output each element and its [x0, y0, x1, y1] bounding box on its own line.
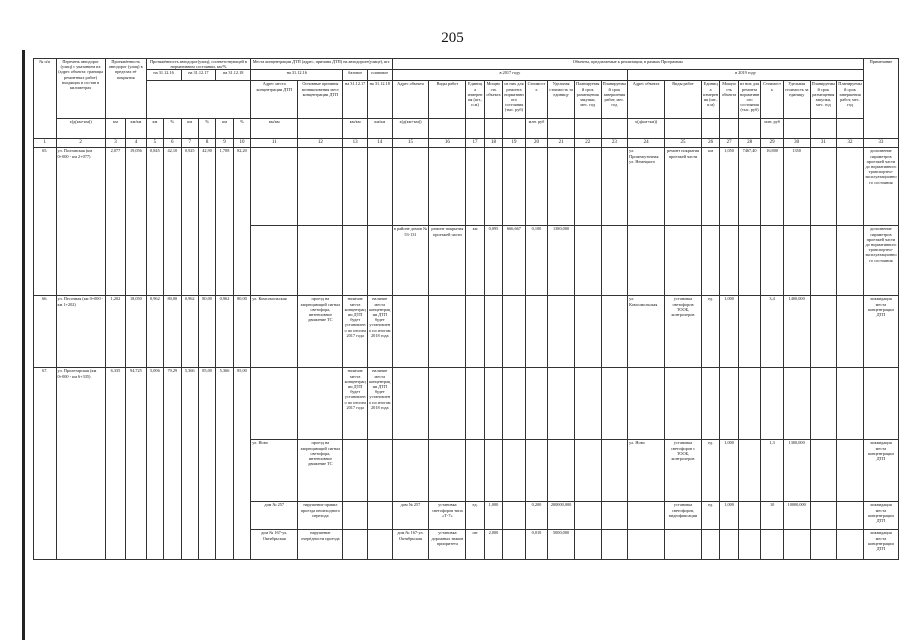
- header-works: Объекты, предлагаемые к реализации, в рамках Программы: [392, 59, 863, 70]
- header-repair-17: из них для ремонта нормативного состояния (тыс. руб): [503, 81, 526, 119]
- header-d2b: на 31.12.17: [343, 81, 368, 119]
- header-units-row: [34, 119, 899, 139]
- column-number: 6: [164, 139, 181, 148]
- header-addr-obj-17: Адрес объекта: [392, 81, 429, 119]
- header-reason: Основные причины возникновения мест концентрации ДТП: [298, 81, 343, 119]
- unit-mln-19: млн. руб: [761, 119, 784, 139]
- header-cost-17: Стоимость: [525, 81, 548, 119]
- column-number: 12: [298, 139, 343, 148]
- unit-pct-2: %: [198, 119, 215, 139]
- binding-rule: [22, 50, 25, 640]
- table-row: ул. Ново проезд на запрещающий сигнал светофора, интенсивное движение ТС ул. Ново установка светофоров с ТООБ, контролеров ед. 1,000 1,3 1300,000 ликвидация места концентрации ДТП: [34, 440, 899, 502]
- column-number: 33: [863, 139, 898, 148]
- unit-km-1: км: [146, 119, 163, 139]
- header-length: Протяжённость автодорог (улиц) в пределах её покрытия: [105, 59, 146, 119]
- column-number: 26: [701, 139, 719, 148]
- unit-pct-1: %: [164, 119, 181, 139]
- column-number: 24: [628, 139, 665, 148]
- column-number: 27: [720, 139, 738, 148]
- header-d3b: на 31.12.18: [367, 81, 392, 119]
- header-2019: в 2019 году: [628, 70, 864, 81]
- column-number: 18: [484, 139, 502, 148]
- column-number: 9: [216, 139, 233, 148]
- header-road-list: Перечень автодорог (улиц) с указанием их (адрес объекта: границы ремонтных работ) входящих в состав в километрах: [56, 59, 105, 119]
- header-normal: Протяжённость автодорог(улиц), соответствующей в нормативном состоянии, км/%: [146, 59, 251, 70]
- table-row: 66. ул. Песочная (км 0+000 - км 1+202) 1,202 18,050 0,962 80,00 0,962 80,00 0,962 80,00 ул. Комсомольская проезд на запрещающий сигнал светофора, интенсивное движение ТС наличие места концентрации ДТП будет установлено по итогам 2017 года наличие места концентрации ДТП будет установлено по итогам 2018 года ул. Комсомольская установка светофоров ТООБ, контролеров ед. 1,000 3,4 1400,000 ликвидация места концентрации ДТП: [34, 296, 899, 368]
- unit-addr: х(д(км+км)): [56, 119, 105, 139]
- column-numbers-row: [34, 139, 899, 148]
- column-number: 20: [525, 139, 548, 148]
- column-number: 21: [548, 139, 575, 148]
- header-unitcost-17: Удельная стоимость за единицу: [548, 81, 575, 119]
- unit-km-2: км: [181, 119, 198, 139]
- column-number: 10: [233, 139, 250, 148]
- column-number: 32: [837, 139, 864, 148]
- header-cap-17: Мощность объекта: [484, 81, 502, 119]
- column-number: 19: [503, 139, 526, 148]
- header-d1b: на 31.12.16: [251, 70, 343, 81]
- header-cost-19: Стоимость: [761, 81, 784, 119]
- column-number: 15: [392, 139, 429, 148]
- column-number: 2: [56, 139, 105, 148]
- program-table: [33, 58, 899, 560]
- header-row-2: [34, 70, 899, 81]
- header-2017: в 2017 году: [392, 70, 628, 81]
- header-no: № п/п: [34, 59, 57, 139]
- column-number: 14: [367, 139, 392, 148]
- header-row-3: [34, 81, 899, 119]
- header-blank: [146, 81, 251, 119]
- column-number: 11: [251, 139, 298, 148]
- header-purch-17: Планируемый срок размещения закупки, мес. год: [574, 81, 601, 119]
- header-d3: на 31.12.18: [216, 70, 251, 81]
- column-number: 8: [198, 139, 215, 148]
- header-baseline: базовое: [343, 70, 368, 81]
- column-number: 4: [126, 139, 147, 148]
- header-dtp: Места концентрации ДТП (адрес, причина ДТП) на автодороге(улице), шт.: [251, 59, 392, 70]
- unit-addr-17: х(д(км+км)): [392, 119, 429, 139]
- unit-kmkm-b: км/км: [343, 119, 368, 139]
- column-number: 1: [34, 139, 57, 148]
- unit-pct-3: %: [233, 119, 250, 139]
- unit-mln-17: млн. руб: [525, 119, 548, 139]
- header-work-17: Виды работ: [429, 81, 466, 119]
- header-unit-19: Единица измерения (шт., п.м): [701, 81, 719, 119]
- column-number: 17: [466, 139, 484, 148]
- header-purch-19: Планируемый срок размещения закупки, мес. год: [810, 81, 837, 119]
- column-number: 13: [343, 139, 368, 148]
- unit-addr-19: х(д(км+км)): [628, 119, 665, 139]
- column-number: 22: [574, 139, 601, 148]
- table-row: 65. ул. Полтавская (км 0+000 - км 2+077) 2,077 19,056 0,845 42,10 0,925 42,90 1,708 82,20 ул. Промежуточная ул. Немецкого ремонт покрытия проезжей части км 1,050 7467,40 16,800 1350 дополнение параметров проезжей части до нормативного транспортно-эксплуатационного состояния: [34, 148, 899, 226]
- header-addr-conc: Адрес места концентрации ДТП: [251, 81, 298, 119]
- header-contract-19: Планируемый срок завершения работ, мес. год: [837, 81, 864, 119]
- unit-km-3: км: [216, 119, 233, 139]
- column-number: 3: [105, 139, 125, 148]
- header-work-19: Виды работ: [665, 81, 702, 119]
- column-number: 28: [738, 139, 761, 148]
- header-unitcost-19: Удельная стоимость за единицу: [783, 81, 810, 119]
- header-contract-17: Планируемый срок завершения работ, мес. год: [601, 81, 628, 119]
- header-cap-19: Мощность объекта: [720, 81, 738, 119]
- column-number: 16: [429, 139, 466, 148]
- header-row-1: [34, 59, 899, 70]
- header-d2: на 31.12.17: [181, 70, 216, 81]
- document-table-container: [33, 58, 899, 560]
- unit-kmkm-a: км/км: [126, 119, 147, 139]
- column-number: 30: [783, 139, 810, 148]
- column-number: 31: [810, 139, 837, 148]
- column-number: 25: [665, 139, 702, 148]
- page-number: 205: [441, 30, 464, 46]
- header-d1: на 31.12.16: [146, 70, 181, 81]
- unit-addr-dtp: км/км: [251, 119, 298, 139]
- column-number: 5: [146, 139, 163, 148]
- header-addr-obj-19: Адрес объекта: [628, 81, 665, 119]
- column-number: 7: [181, 139, 198, 148]
- table-row: дом № 167-ул. Октябрьская нарушение очерёдности проезда дом № 167-ул. Октябрьская установка дорожных знаков приоритета шт 2,000 0,010 5000,000 ликвидация места концентрации ДТП: [34, 530, 899, 560]
- unit-km-a: км: [105, 119, 125, 139]
- column-number: 29: [761, 139, 784, 148]
- header-planned: плановое: [367, 70, 392, 81]
- header-note: Примечание: [863, 59, 898, 139]
- column-number: 23: [601, 139, 628, 148]
- unit-kmkm-c: км/км: [367, 119, 392, 139]
- header-repair-19: из них для ремонта нормативного состояния (тыс. руб): [738, 81, 761, 119]
- table-row: дом № 257 нарушение правил проезда пешеходного перехода дом № 257 установка светофоров типа «Т-7» ед. 1,000 0,200 200000,000 установка светофоров, видеофиксации ед. 1,000 10 10000,000 ликвидация места концентрации ДТП: [34, 502, 899, 530]
- header-unit-17: Единица измерения (шт., п.м): [466, 81, 484, 119]
- table-row: в районе домов № 53-131 ремонт покрытия проезжей части км 0,095 666,667 0,100 1380,000 дополнение параметров проезжей части до нормативного транспортно-эксплуатационного состояния: [34, 226, 899, 296]
- table-row: 67. ул. Пролетарская (км 0+000 - км 6+335) 6,335 94,725 5,006 79,29 5,366 85,00 5,366 85,00 наличие места концентрации ДТП будет установлено по итогам 2017 года наличие места концентрации ДТП будет установлено по итогам 2018 года: [34, 368, 899, 440]
